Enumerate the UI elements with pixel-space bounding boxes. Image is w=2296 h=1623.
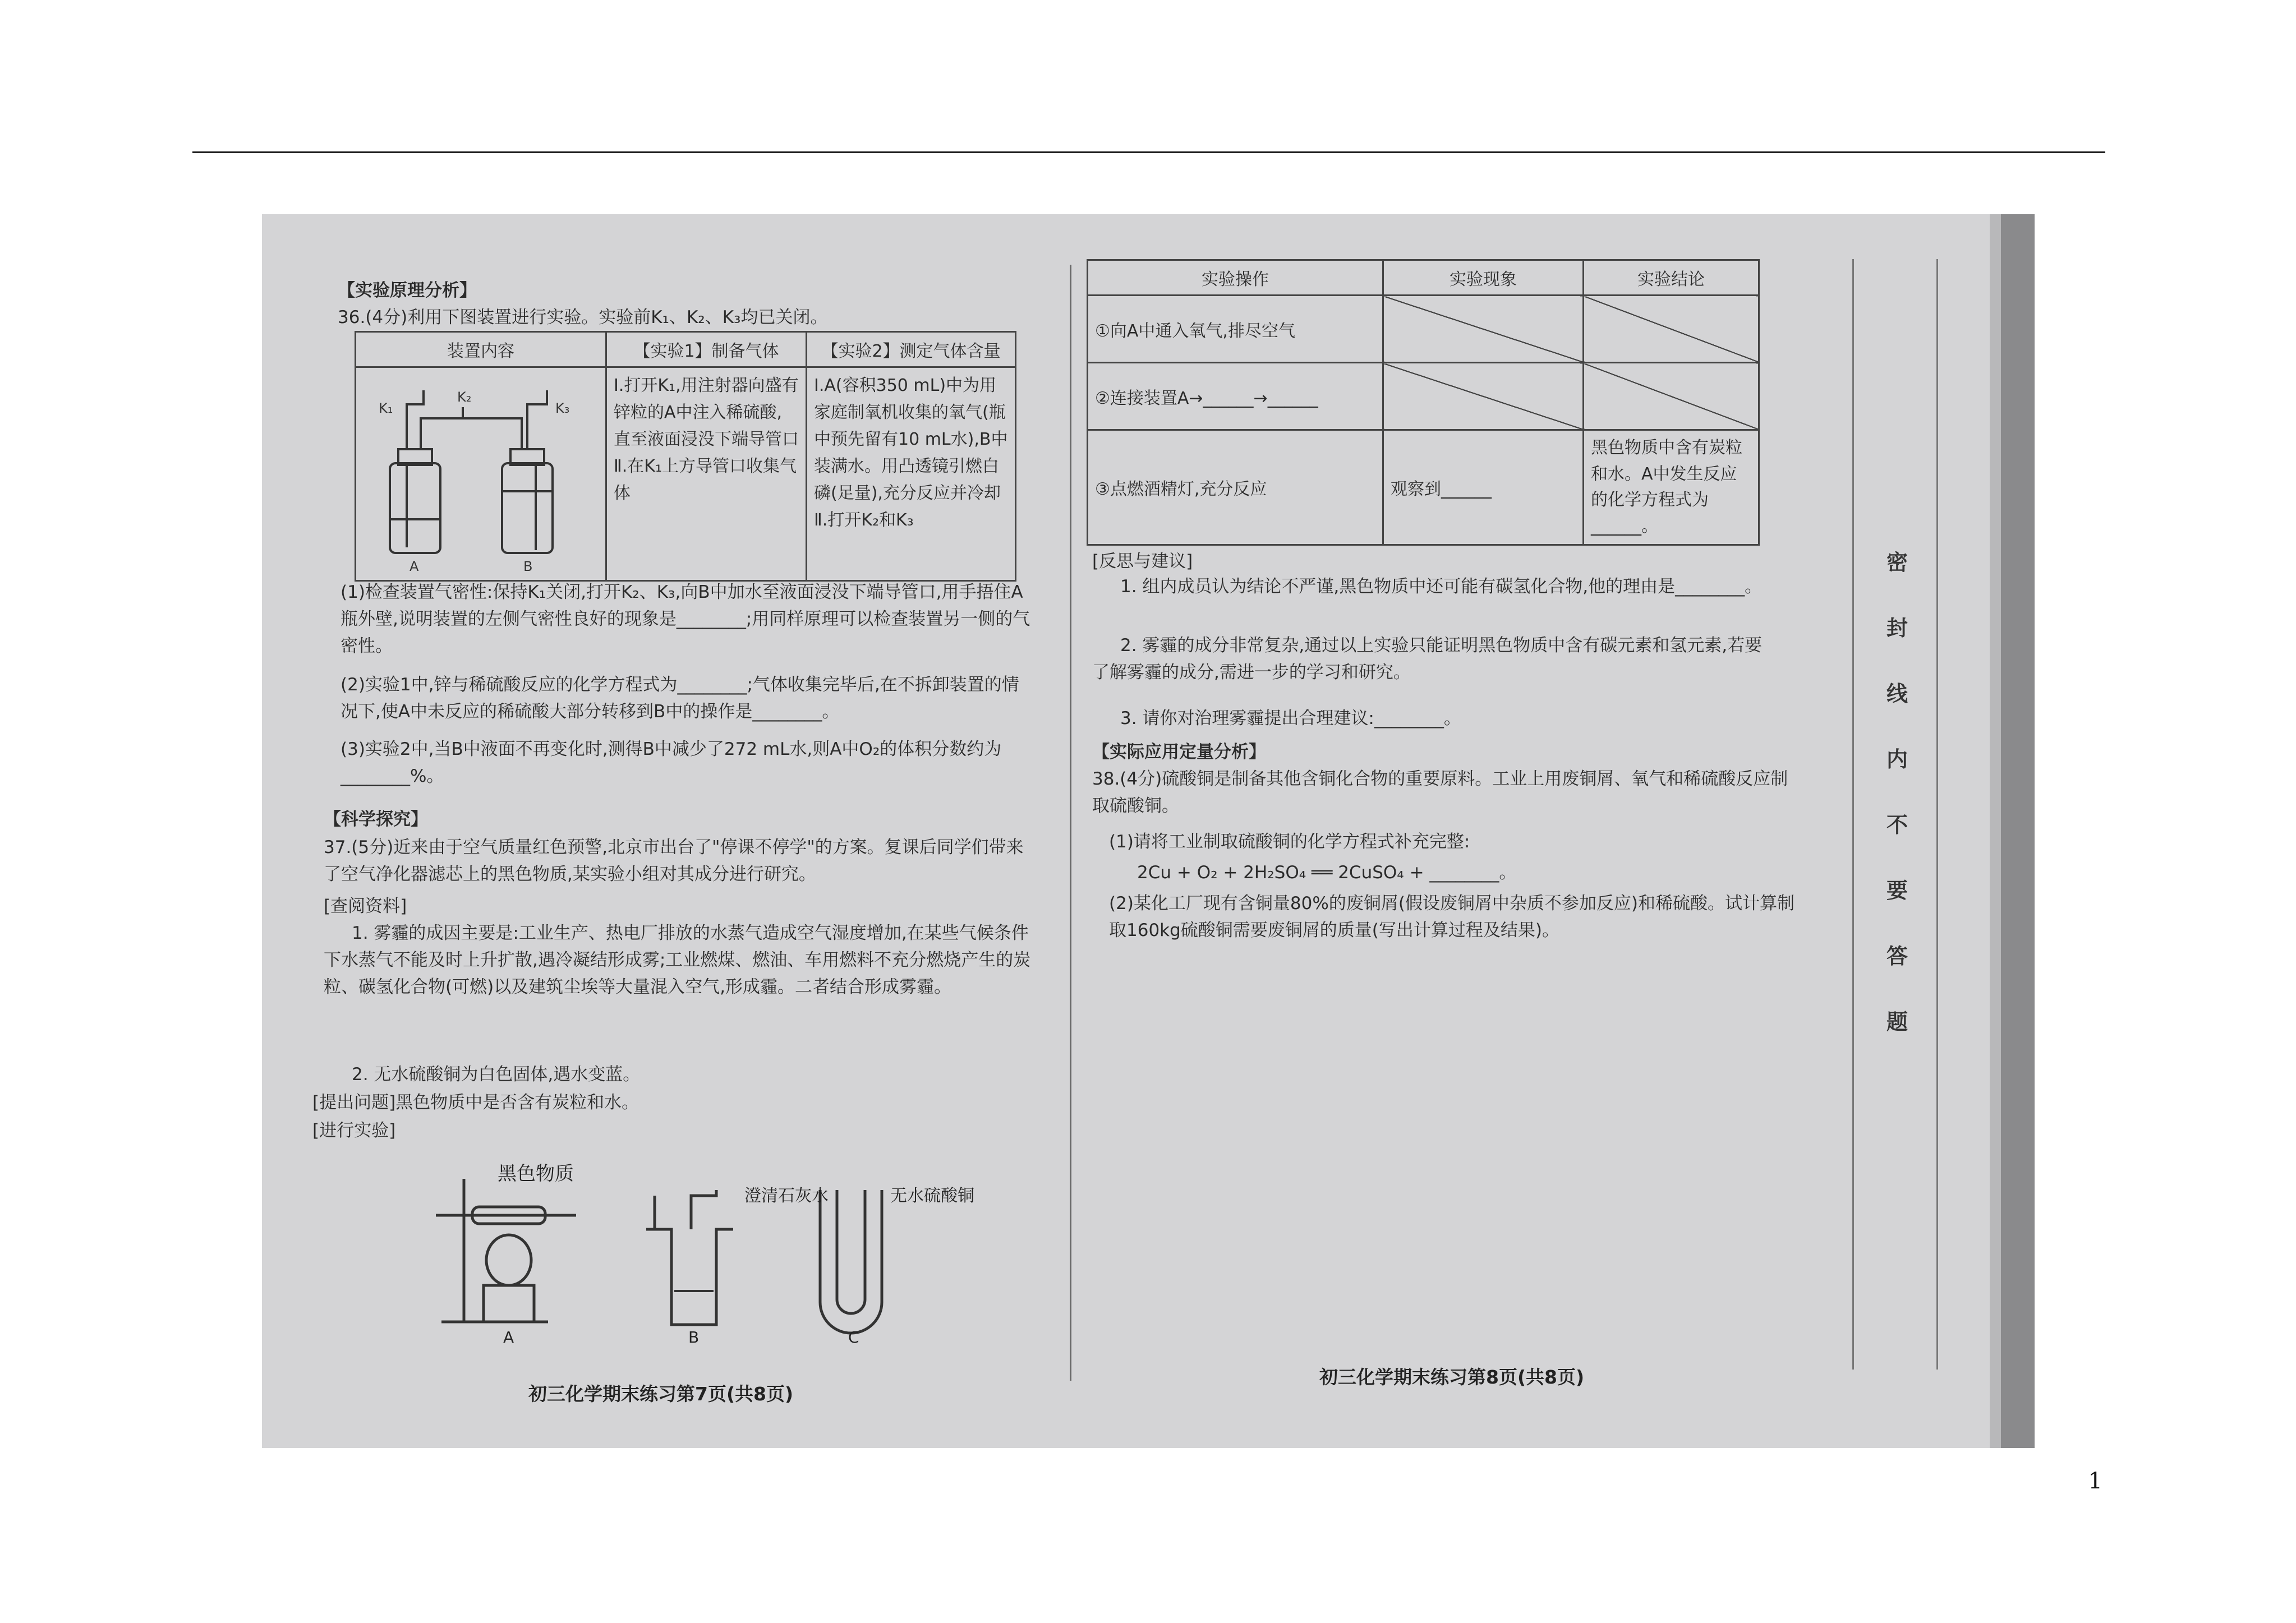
cuso4-label: 无水硫酸铜 xyxy=(890,1186,974,1206)
q36-1: (1)检查装置气密性:保持K₁关闭,打开K₂、K₃,向B中加水至液面浸没下端导管口,用手捂住A瓶外壁,说明装置的左侧气密性良好的现象是________;用同样原理可以检查装置另一侧的气密性。 xyxy=(341,582,1030,657)
col-conclusion: 实验结论 xyxy=(1584,260,1759,296)
row3-concl: 黑色物质中含有炭粒和水。A中发生反应的化学方程式为______。 xyxy=(1584,430,1759,545)
q36-stem: 36.(4分)利用下图装置进行实验。实验前K₁、K₂、K₃均已关闭。 xyxy=(338,307,828,328)
q37-experiment-table xyxy=(1087,259,1760,546)
q38-stem: 38.(4分)硫酸铜是制备其他含铜化合物的重要原料。工业上用废铜屑、氧气和稀硫酸反应制取硫酸铜。 xyxy=(1092,769,1788,817)
exp1-text: Ⅰ.打开K₁,用注射器向盛有锌粒的A中注入稀硫酸,直至液面浸没下端导管口 Ⅱ.在K₁上方导管口收集气体 xyxy=(606,367,807,581)
apparatus-cell xyxy=(356,367,606,581)
row1-concl xyxy=(1584,296,1759,363)
seal-char: 线 xyxy=(1886,681,1908,706)
limewater-label: 澄清石灰水 xyxy=(744,1186,829,1206)
bottle-b-label: B xyxy=(523,559,533,574)
k3-label: K₃ xyxy=(555,400,570,416)
col-phenomenon: 实验现象 xyxy=(1383,260,1584,296)
row3-phen: 观察到______ xyxy=(1383,430,1584,545)
col-operation: 实验操作 xyxy=(1088,260,1383,296)
ref-2: 2. 无水硫酸铜为白色固体,遇水变蓝。 xyxy=(352,1064,641,1085)
col-apparatus: 装置内容 xyxy=(356,332,606,367)
photo-edge-shadow xyxy=(1990,214,2001,1448)
q36-3: (3)实验2中,当B中液面不再变化时,测得B中减少了272 mL水,则A中O₂的体积分数约为________%。 xyxy=(341,739,1002,787)
raise-question: [提出问题]黑色物质中是否含有炭粒和水。 xyxy=(312,1092,639,1113)
exam-photo xyxy=(262,214,2035,1448)
q36-2: (2)实验1中,锌与稀硫酸反应的化学方程式为________;气体收集完毕后,在不拆卸装置的情况下,使A中未反应的稀硫酸大部分转移到B中的操作是________。 xyxy=(341,675,1019,722)
seal-char: 内 xyxy=(1886,747,1908,772)
seal-notice xyxy=(1883,545,1911,1035)
reflect-2: 2. 雾霾的成分非常复杂,通过以上实验只能证明黑色物质中含有碳元素和氢元素,若要了解雾霾的成分,需进一步的学习和研究。 xyxy=(1092,635,1763,683)
k1-label: K₁ xyxy=(379,400,393,416)
bottle-apparatus-diagram xyxy=(356,368,592,575)
seal-char: 答 xyxy=(1886,944,1908,969)
seal-char: 要 xyxy=(1886,878,1908,903)
col-exp2: 【实验2】测定气体含量 xyxy=(807,332,1016,367)
bottle-a-label: A xyxy=(409,559,419,574)
q36-table xyxy=(355,331,1016,582)
seal-line-right xyxy=(1936,259,1938,1370)
photo-edge xyxy=(2001,214,2035,1448)
footer-page-8: 初三化学期末练习第8页(共8页) xyxy=(1319,1366,1585,1388)
row3-op: ③点燃酒精灯,充分反应 xyxy=(1088,430,1383,545)
experiment-apparatus-abc xyxy=(425,1162,974,1347)
top-rule xyxy=(192,151,2105,153)
exp2-text: Ⅰ.A(容积350 mL)中为用家庭制氧机收集的氧气(瓶中预先留有10 mL水),B中装满水。用凸透镜引燃白磷(足量),充分反应并冷却 Ⅱ.打开K₂和K₃ xyxy=(807,367,1016,581)
seal-char: 封 xyxy=(1886,616,1908,640)
seal-char: 不 xyxy=(1886,813,1908,837)
q37-stem: 37.(5分)近来由于空气质量红色预警,北京市出台了"停课不停学"的方案。复课后同学们带来了空气净化器滤芯上的黑色物质,某实验小组对其成分进行研究。 xyxy=(324,837,1024,885)
q38-2: (2)某化工厂现有含铜量80%的废铜屑(假设废铜屑中杂质不参加反应)和稀硫酸。试计算制取160kg硫酸铜需要废铜屑的质量(写出计算过程及结果)。 xyxy=(1109,893,1795,941)
page-number: 1 xyxy=(2088,1468,2102,1494)
k2-label: K₂ xyxy=(457,389,472,405)
q38-1: (1)请将工业制取硫酸铜的化学方程式补充完整: xyxy=(1109,832,1470,852)
app-c-label: C xyxy=(848,1328,859,1347)
seal-char: 题 xyxy=(1886,1009,1908,1034)
row2-phen xyxy=(1383,363,1584,430)
col-exp1: 【实验1】制备气体 xyxy=(606,332,807,367)
seal-char: 密 xyxy=(1886,550,1908,575)
app-b-label: B xyxy=(688,1328,700,1347)
row1-phen xyxy=(1383,296,1584,363)
section-principle: 【实验原理分析】 xyxy=(338,280,477,301)
row2-concl xyxy=(1584,363,1759,430)
section-quantitative: 【实际应用定量分析】 xyxy=(1092,742,1266,762)
conduct-experiment: [进行实验] xyxy=(312,1121,396,1141)
ref-1: 1. 雾霾的成因主要是:工业生产、热电厂排放的水蒸气造成空气湿度增加,在某些气候条件下水蒸气不能及时上升扩散,遇冷凝结形成雾;工业燃煤、燃油、车用燃料不充分燃烧产生的炭粒、碳氢化合物(可燃)以及建筑尘埃等大量混入空气,形成霾。二者结合形成雾霾。 xyxy=(324,923,1031,998)
row2-op: ②连接装置A→______→______ xyxy=(1088,363,1383,430)
seal-line-left xyxy=(1852,259,1854,1370)
ref-title: [查阅资料] xyxy=(324,896,407,916)
reflect-3: 3. 请你对治理雾霾提出合理建议:________。 xyxy=(1120,708,1461,728)
center-divider xyxy=(1070,265,1071,1381)
section-inquiry: 【科学探究】 xyxy=(324,809,428,829)
q38-equation: 2Cu + O₂ + 2H₂SO₄ ══ 2CuSO₄ + ________。 xyxy=(1137,863,1517,883)
footer-page-7: 初三化学期末练习第7页(共8页) xyxy=(528,1383,794,1405)
black-substance-label: 黑色物质 xyxy=(498,1163,574,1185)
reflect-title: [反思与建议] xyxy=(1092,551,1193,571)
reflect-1: 1. 组内成员认为结论不严谨,黑色物质中还可能有碳氢化合物,他的理由是________。 xyxy=(1120,577,1763,597)
row1-op: ①向A中通入氧气,排尽空气 xyxy=(1088,296,1383,363)
app-a-label: A xyxy=(503,1328,514,1347)
